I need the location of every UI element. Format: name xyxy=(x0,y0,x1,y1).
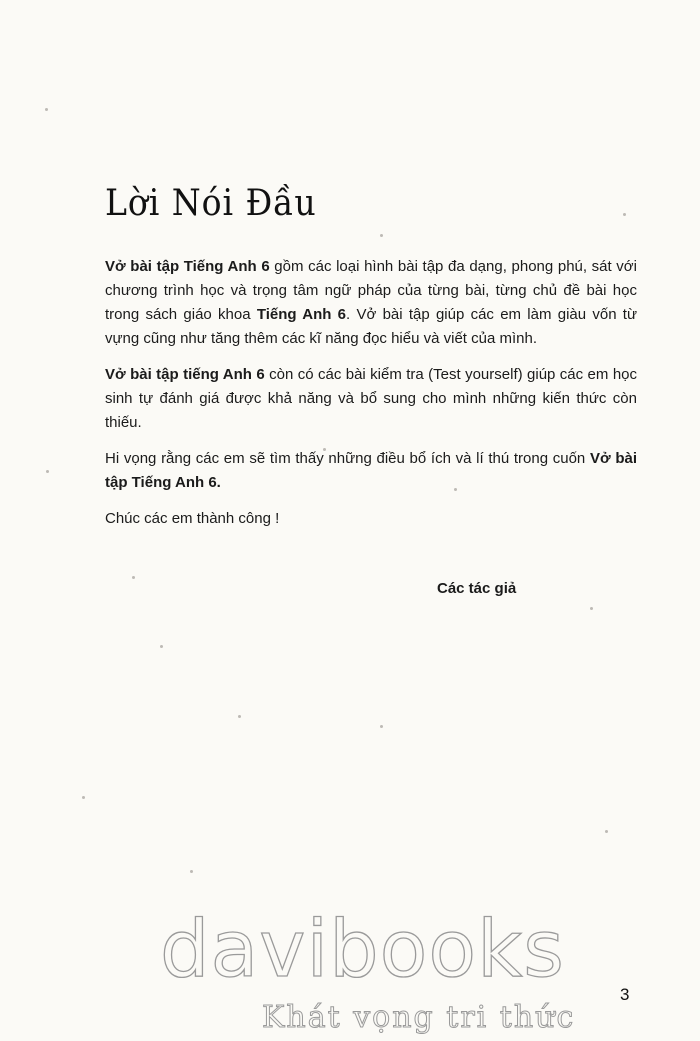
preface-paragraph xyxy=(105,447,637,495)
paper-speck xyxy=(623,213,626,216)
paper-speck xyxy=(46,470,49,473)
paper-speck xyxy=(238,715,241,718)
bold-text-run: Vở bài tập Tiếng Anh 6. xyxy=(105,450,637,491)
paper-speck xyxy=(190,870,193,873)
paper-speck xyxy=(45,108,48,111)
preface-body xyxy=(105,255,637,543)
bold-text-run: Tiếng Anh 6 xyxy=(256,306,347,323)
bold-text-run: Vở bài tập tiếng Anh 6 xyxy=(105,366,265,383)
text-run: Chúc các em thành công ! xyxy=(105,510,280,527)
page-title: Lời Nói Đầu xyxy=(105,183,317,224)
bold-text-run: Vở bài tập Tiếng Anh 6 xyxy=(105,258,270,275)
preface-paragraph xyxy=(105,363,637,435)
signature: Các tác giả xyxy=(437,580,517,597)
text-run: còn có các bài kiểm tra (Test yourself) giúp các em học sinh tự đánh giá được khả năng và bổ sung cho mình những kiến thức còn thiếu. xyxy=(105,366,637,431)
paper-speck xyxy=(380,234,383,237)
paper-speck xyxy=(605,830,608,833)
paper-speck xyxy=(82,796,85,799)
paper-speck xyxy=(380,725,383,728)
text-run: . Vở bài tập giúp các em làm giàu vốn từ vựng cũng như tăng thêm các kĩ năng đọc hiểu và viết của mình. xyxy=(105,306,638,347)
page-number: 3 xyxy=(620,985,630,1004)
preface-paragraph xyxy=(105,507,637,531)
paper-speck xyxy=(160,645,163,648)
preface-paragraph xyxy=(105,255,637,351)
paper-speck xyxy=(132,576,135,579)
watermark-slogan: Khát vọng tri thức xyxy=(262,1000,576,1035)
text-run: gồm các loại hình bài tập đa dạng, phong phú, sát với chương trình học và trọng tâm ngữ pháp của từng bài, từng chủ đề bài học trong sách giáo khoa xyxy=(105,258,637,323)
text-run: Hi vọng rằng các em sẽ tìm thấy những điều bổ ích và lí thú trong cuốn xyxy=(105,450,590,467)
paper-speck xyxy=(590,607,593,610)
watermark-brand: davibooks xyxy=(160,905,565,995)
